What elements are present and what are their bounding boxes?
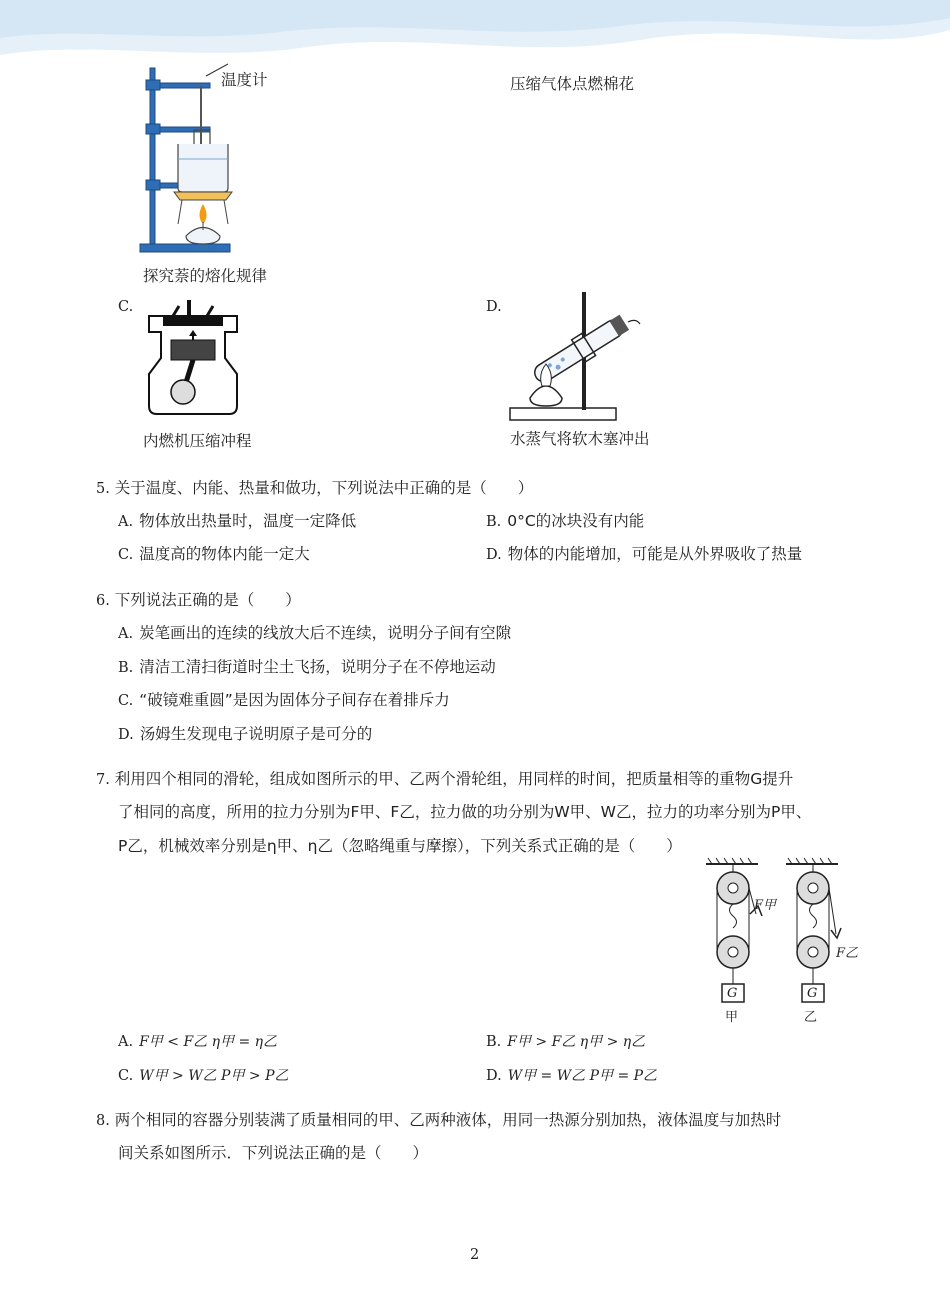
question-stem-line: 利用四个相同的滑轮，组成如图所示的甲、乙两个滑轮组，用同样的时间，把质量相等的重物G提升 [114,770,794,788]
alcohol-lamp [530,386,562,406]
question-stem: 关于温度、内能、热量和做功，下列说法中正确的是（ ） [114,479,534,497]
option[interactable]: D. 汤姆生发现电子说明原子是可分的 [118,725,373,743]
load-left-label: G [727,986,738,1001]
question-stem-line: 两个相同的容器分别装满了质量相同的甲、乙两种液体，用同一热源分别加热，液体温度与加热时 [114,1111,782,1129]
thermometer-label: 温度计 [221,71,268,89]
question-number: 6. [96,593,110,609]
question-stem-line: 了相同的高度，所用的拉力分别为F甲、F乙，拉力做的功分别为W甲、W乙，拉力的功率分别为P甲、 [118,803,812,821]
option[interactable]: C. W甲 > W乙 P甲 > P乙 [118,1068,289,1084]
option[interactable]: D. W甲 = W乙 P甲 = P乙 [486,1068,658,1084]
option[interactable]: B. 清洁工清扫街道时尘土飞扬，说明分子在不停地运动 [118,658,496,676]
engine-compression-figure [143,296,243,418]
figure-d-caption: 水蒸气将软木塞冲出 [510,430,650,448]
option[interactable]: C. 温度高的物体内能一定大 [118,545,310,563]
naphthalene-apparatus-figure [138,64,278,260]
pulley-label-left: 甲 [725,1010,739,1025]
question-number: 8. [96,1113,110,1129]
piston [171,340,215,360]
figure-b-caption: 压缩气体点燃棉花 [510,75,635,93]
question-number: 7. [96,772,110,788]
flame [200,204,207,224]
question-8 [96,1108,781,1130]
option[interactable]: D. 物体的内能增加，可能是从外界吸收了热量 [486,545,803,563]
option[interactable]: A. F甲 < F乙 η甲 = η乙 [118,1034,278,1050]
question-stem-line: P乙，机械效率分别是η甲、η乙（忽略绳重与摩擦），下列关系式正确的是（ ） [118,837,682,855]
beaker [178,144,228,192]
pulley-label-right: 乙 [804,1010,818,1025]
spark-plug [187,300,191,316]
figure-a-caption: 探究萘的熔化规律 [143,267,268,285]
load-right-label: G [807,986,818,1001]
ceiling-right [786,858,838,864]
ceiling-left [706,858,758,864]
steam-cork-figure [508,290,648,422]
force-right-label: F乙 [836,946,859,961]
force-left-label: F甲 [754,898,777,913]
header-wave [0,0,950,70]
question-6 [96,588,301,610]
page-number: 2 [470,1247,480,1263]
gauze [174,192,232,200]
option[interactable]: A. 炭笔画出的连续的线放大后不连续，说明分子间有空隙 [118,624,512,642]
pulley-figure [700,858,860,1008]
option[interactable]: A. 物体放出热量时，温度一定降低 [118,512,357,530]
question-stem-line: 间关系如图所示．下列说法正确的是（ ） [118,1144,429,1162]
question-number: 5. [96,481,110,497]
question-5 [96,476,533,498]
figure-c-caption: 内燃机压缩冲程 [143,432,252,450]
figure-d-letter: D. [486,299,502,315]
option[interactable]: C. “破镜难重圆”是因为固体分子间存在着排斥力 [118,691,450,709]
option[interactable]: B. F甲 > F乙 η甲 > η乙 [486,1034,646,1050]
question-7 [96,767,793,789]
question-stem: 下列说法正确的是（ ） [114,591,301,609]
option[interactable]: B. 0°C的冰块没有内能 [486,512,645,530]
figure-c-letter: C. [118,299,134,315]
crankshaft [171,380,195,404]
